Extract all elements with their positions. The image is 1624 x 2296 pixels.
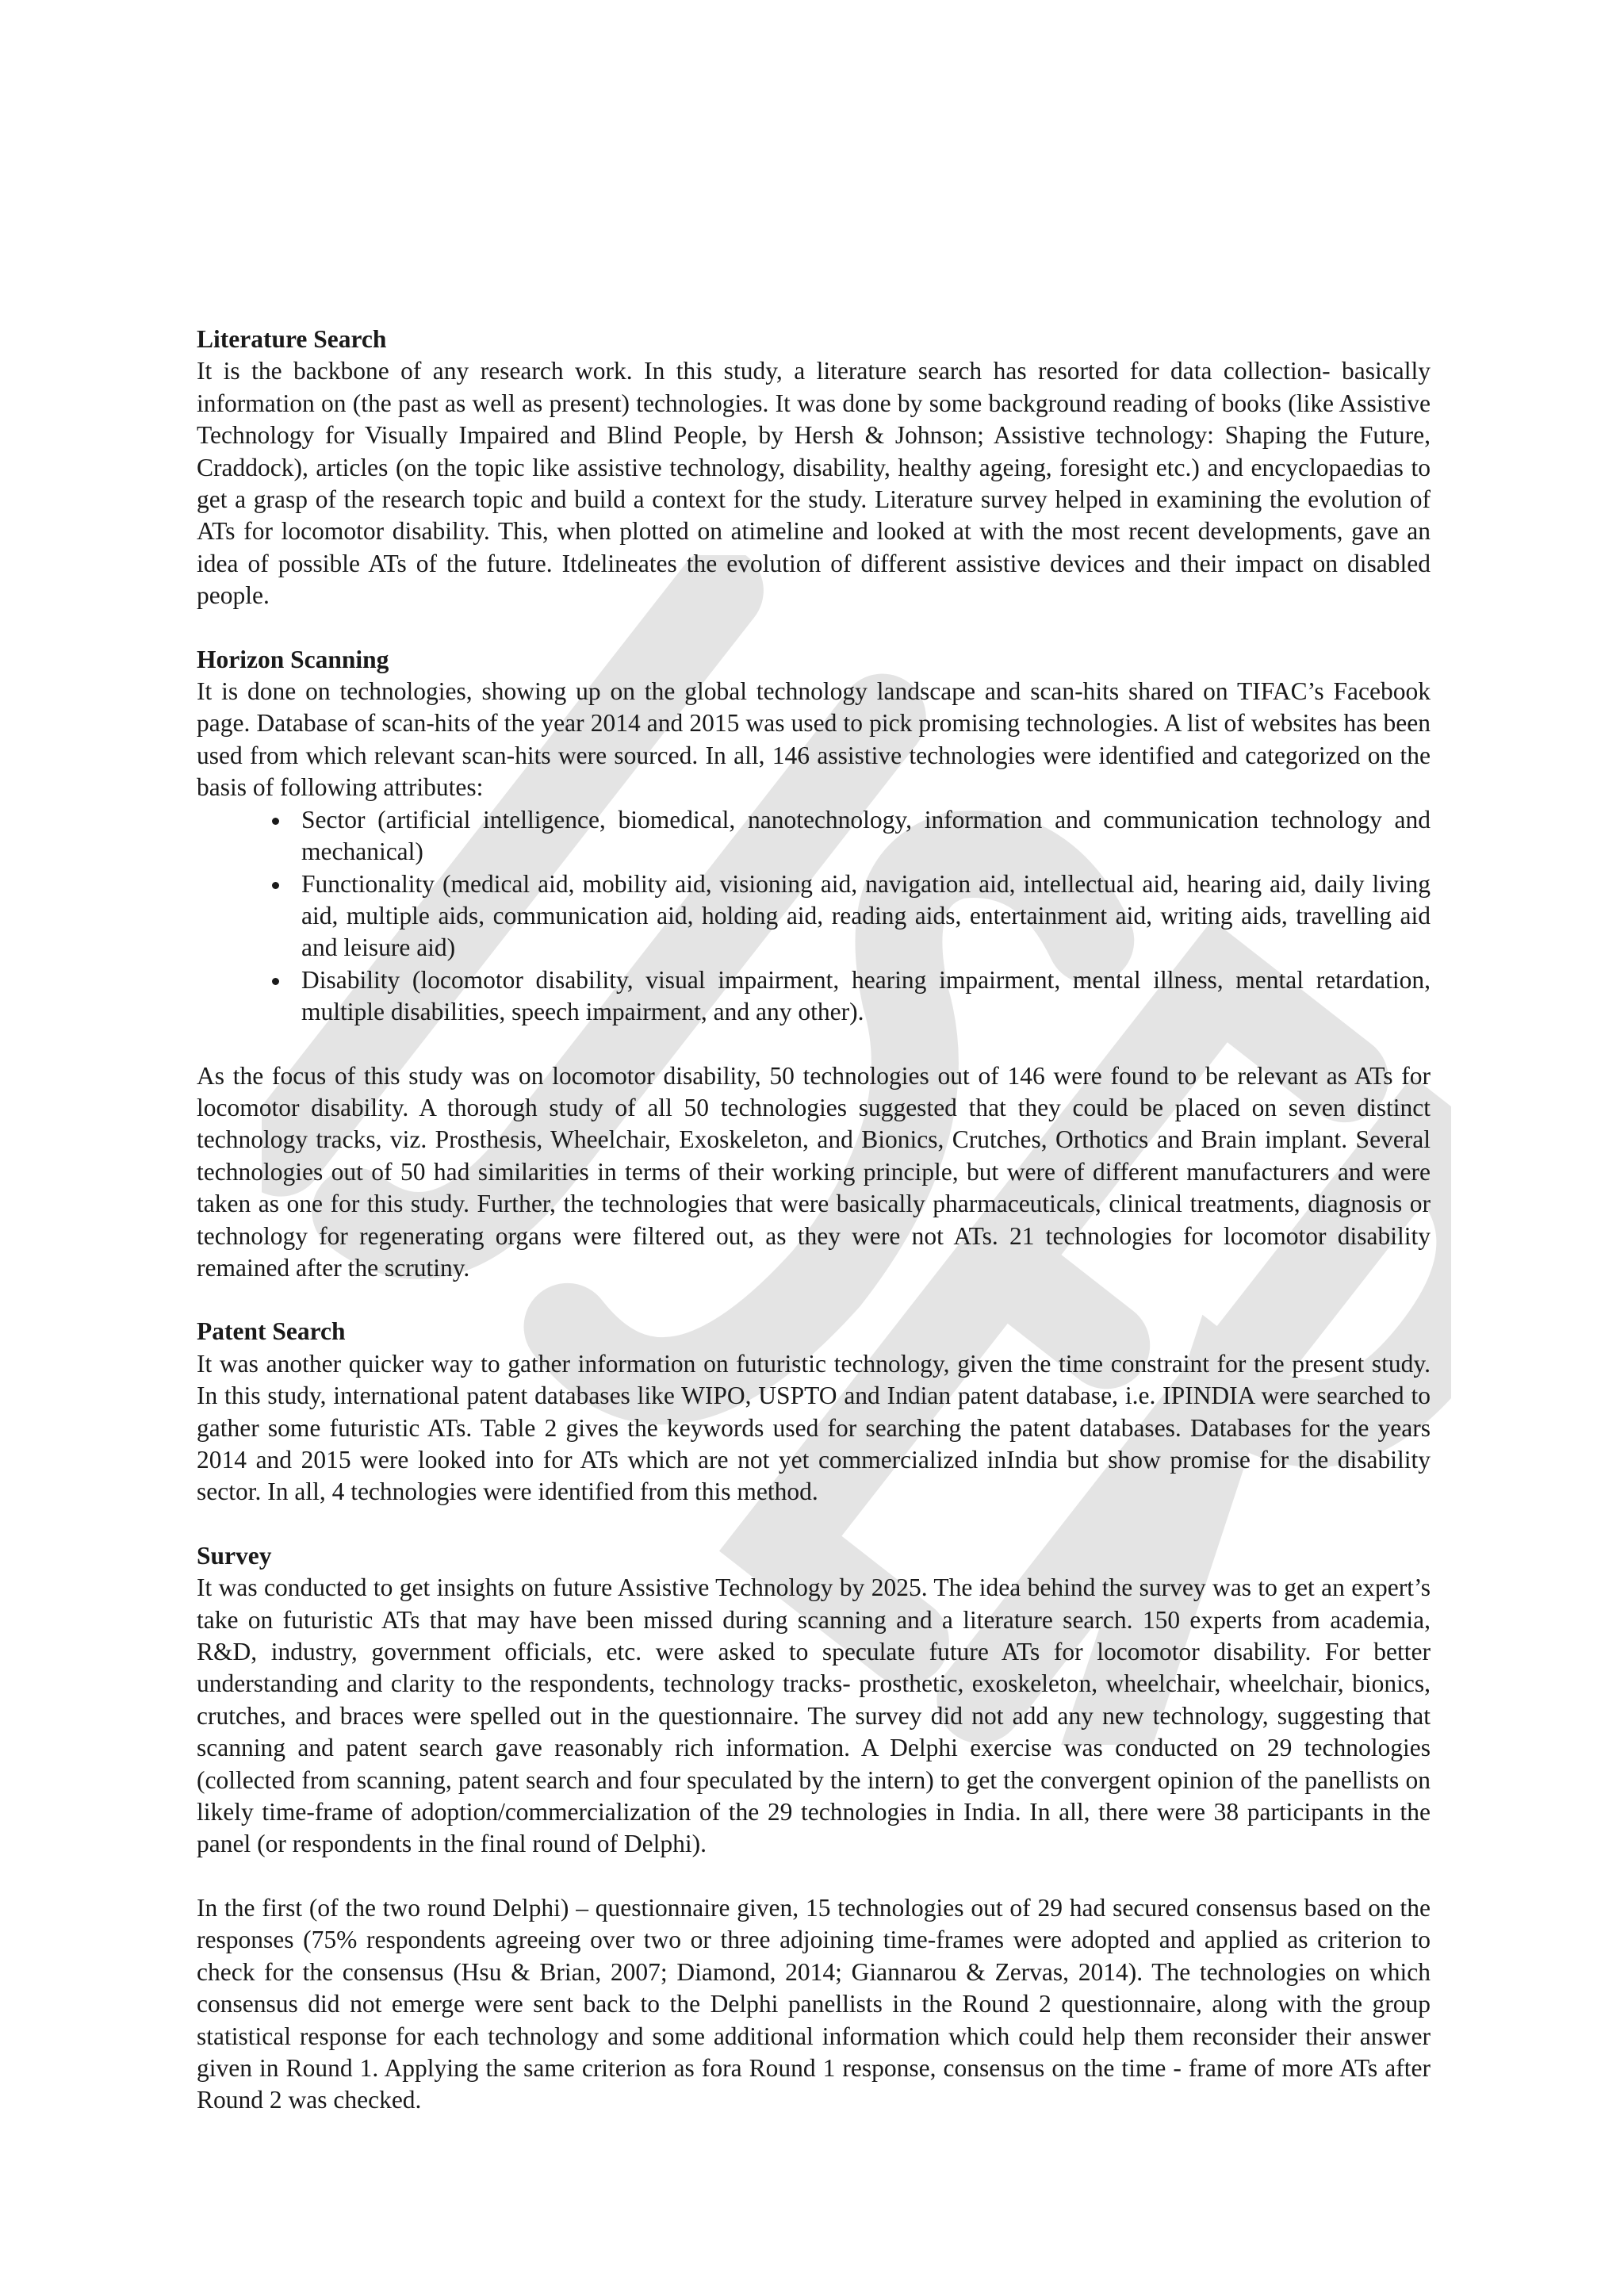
list-item: • Functionality (medical aid, mobility aid, visioning aid, navigation aid, intellectual aid, hearing aid, daily living aid, multiple aids, communication aid, holding aid, reading aids, entertainment aid, writing aids, travelling aid and leisure aid) bbox=[292, 868, 1431, 964]
section-heading: Patent Search bbox=[197, 1317, 346, 1346]
paragraph: It is the backbone of any research work. In this study, a literature search has resorted for data collection- basically information on (the past as well as present) technologies. It was done by some background reading of books (like Assistive Technology for Visually Impaired and Blind People, by Hersh & Johnson; Assistive technology: Shaping the Future, Craddock), articles (on the topic like assistive technology, disability, healthy ageing, foresight etc.) and encyclopaedias to get a grasp of the research topic and build a context for the study. Literature survey helped in examining the evolution of ATs for locomotor disability. This, when plotted on atimeline and looked at with the most recent developments, gave an idea of possible ATs of the future. Itdelineates the evolution of different assistive devices and their impact on disabled people. bbox=[197, 357, 1431, 610]
list-item: • Sector (artificial intelligence, biomedical, nanotechnology, information and communication technology and mechanical) bbox=[292, 804, 1431, 868]
paragraph: It was conducted to get insights on future Assistive Technology by 2025. The idea behind the survey was to get an expert’s take on futuristic ATs that may have been missed during scanning and a literature search. 150 experts from academia, R&D, industry, government officials, etc. were asked to speculate future ATs for locomotor disability. For better understanding and clarity to the respondents, technology tracks- prosthetic, exoskeleton, wheelchair, wheelchair, bionics, crutches, and braces were spelled out in the questionnaire. The survey did not add any new technology, suggesting that scanning and patent search gave reasonably rich information. A Delphi exercise was conducted on 29 technologies (collected from scanning, patent search and four speculated by the intern) to get the convergent opinion of the panellists on likely time-frame of adoption/commercialization of the 29 technologies in India. In all, there were 38 participants in the panel (or respondents in the final round of Delphi). bbox=[197, 1573, 1431, 1858]
section-literature-search bbox=[197, 324, 1431, 612]
list-item: • Disability (locomotor disability, visual impairment, hearing impairment, mental illness, mental retardation, multiple disabilities, speech impairment, and any other). bbox=[292, 964, 1431, 1029]
section-patent-search bbox=[197, 1316, 1431, 1508]
section-heading: Survey bbox=[197, 1541, 272, 1570]
paper-body bbox=[197, 324, 1431, 2148]
attribute-list bbox=[197, 804, 1431, 1029]
section-survey bbox=[197, 1540, 1431, 2117]
paragraph: It was another quicker way to gather information on futuristic technology, given the time constraint for the present study. In this study, international patent databases like WIPO, USPTO and Indian patent database, i.e. IPINDIA were searched to gather some futuristic ATs. Table 2 gives the keywords used for searching the patent databases. Databases for the years 2014 and 2015 were looked into for ATs which are not yet commercialized inIndia but show promise for the disability sector. In all, 4 technologies were identified from this method. bbox=[197, 1349, 1431, 1506]
paragraph: It is done on technologies, showing up on the global technology landscape and scan-hits shared on TIFAC’s Facebook page. Database of scan-hits of the year 2014 and 2015 was used to pick promising technologies. A list of websites has been used from which relevant scan-hits were sourced. In all, 146 assistive technologies were identified and categorized on the basis of following attributes: bbox=[197, 677, 1431, 802]
section-heading: Horizon Scanning bbox=[197, 645, 389, 673]
section-heading: Literature Search bbox=[197, 325, 387, 353]
paragraph: In the first (of the two round Delphi) – questionnaire given, 15 technologies out of 29 had secured consensus based on the responses (75% respondents agreeing over two or three adjoining time-frames were adopted and applied as criterion to check for the consensus (Hsu & Brian, 2007; Diamond, 2014; Giannarou & Zervas, 2014). The technologies on which consensus did not emerge were sent back to the Delphi panellists in the Round 2 questionnaire, along with the group statistical response for each technology and some additional information which could help them reconsider their answer given in Round 1. Applying the same criterion as fora Round 1 response, consensus on the time - frame of more ATs after Round 2 was checked. bbox=[197, 1893, 1431, 2114]
paragraph: As the focus of this study was on locomotor disability, 50 technologies out of 146 were found to be relevant as ATs for locomotor disability. A thorough study of all 50 technologies suggested that they could be placed on seven distinct technology tracks, viz. Prosthesis, Wheelchair, Exoskeleton, and Bionics, Crutches, Orthotics and Brain implant. Several technologies out of 50 had similarities in terms of their working principle, but were of different manufacturers and were taken as one for this study. Further, the technologies that were basically pharmaceuticals, clinical treatments, diagnosis or technology for regenerating organs were filtered out, as they were not ATs. 21 technologies for locomotor disability remained after the scrutiny. bbox=[197, 1061, 1431, 1282]
section-horizon-scanning bbox=[197, 644, 1431, 1285]
